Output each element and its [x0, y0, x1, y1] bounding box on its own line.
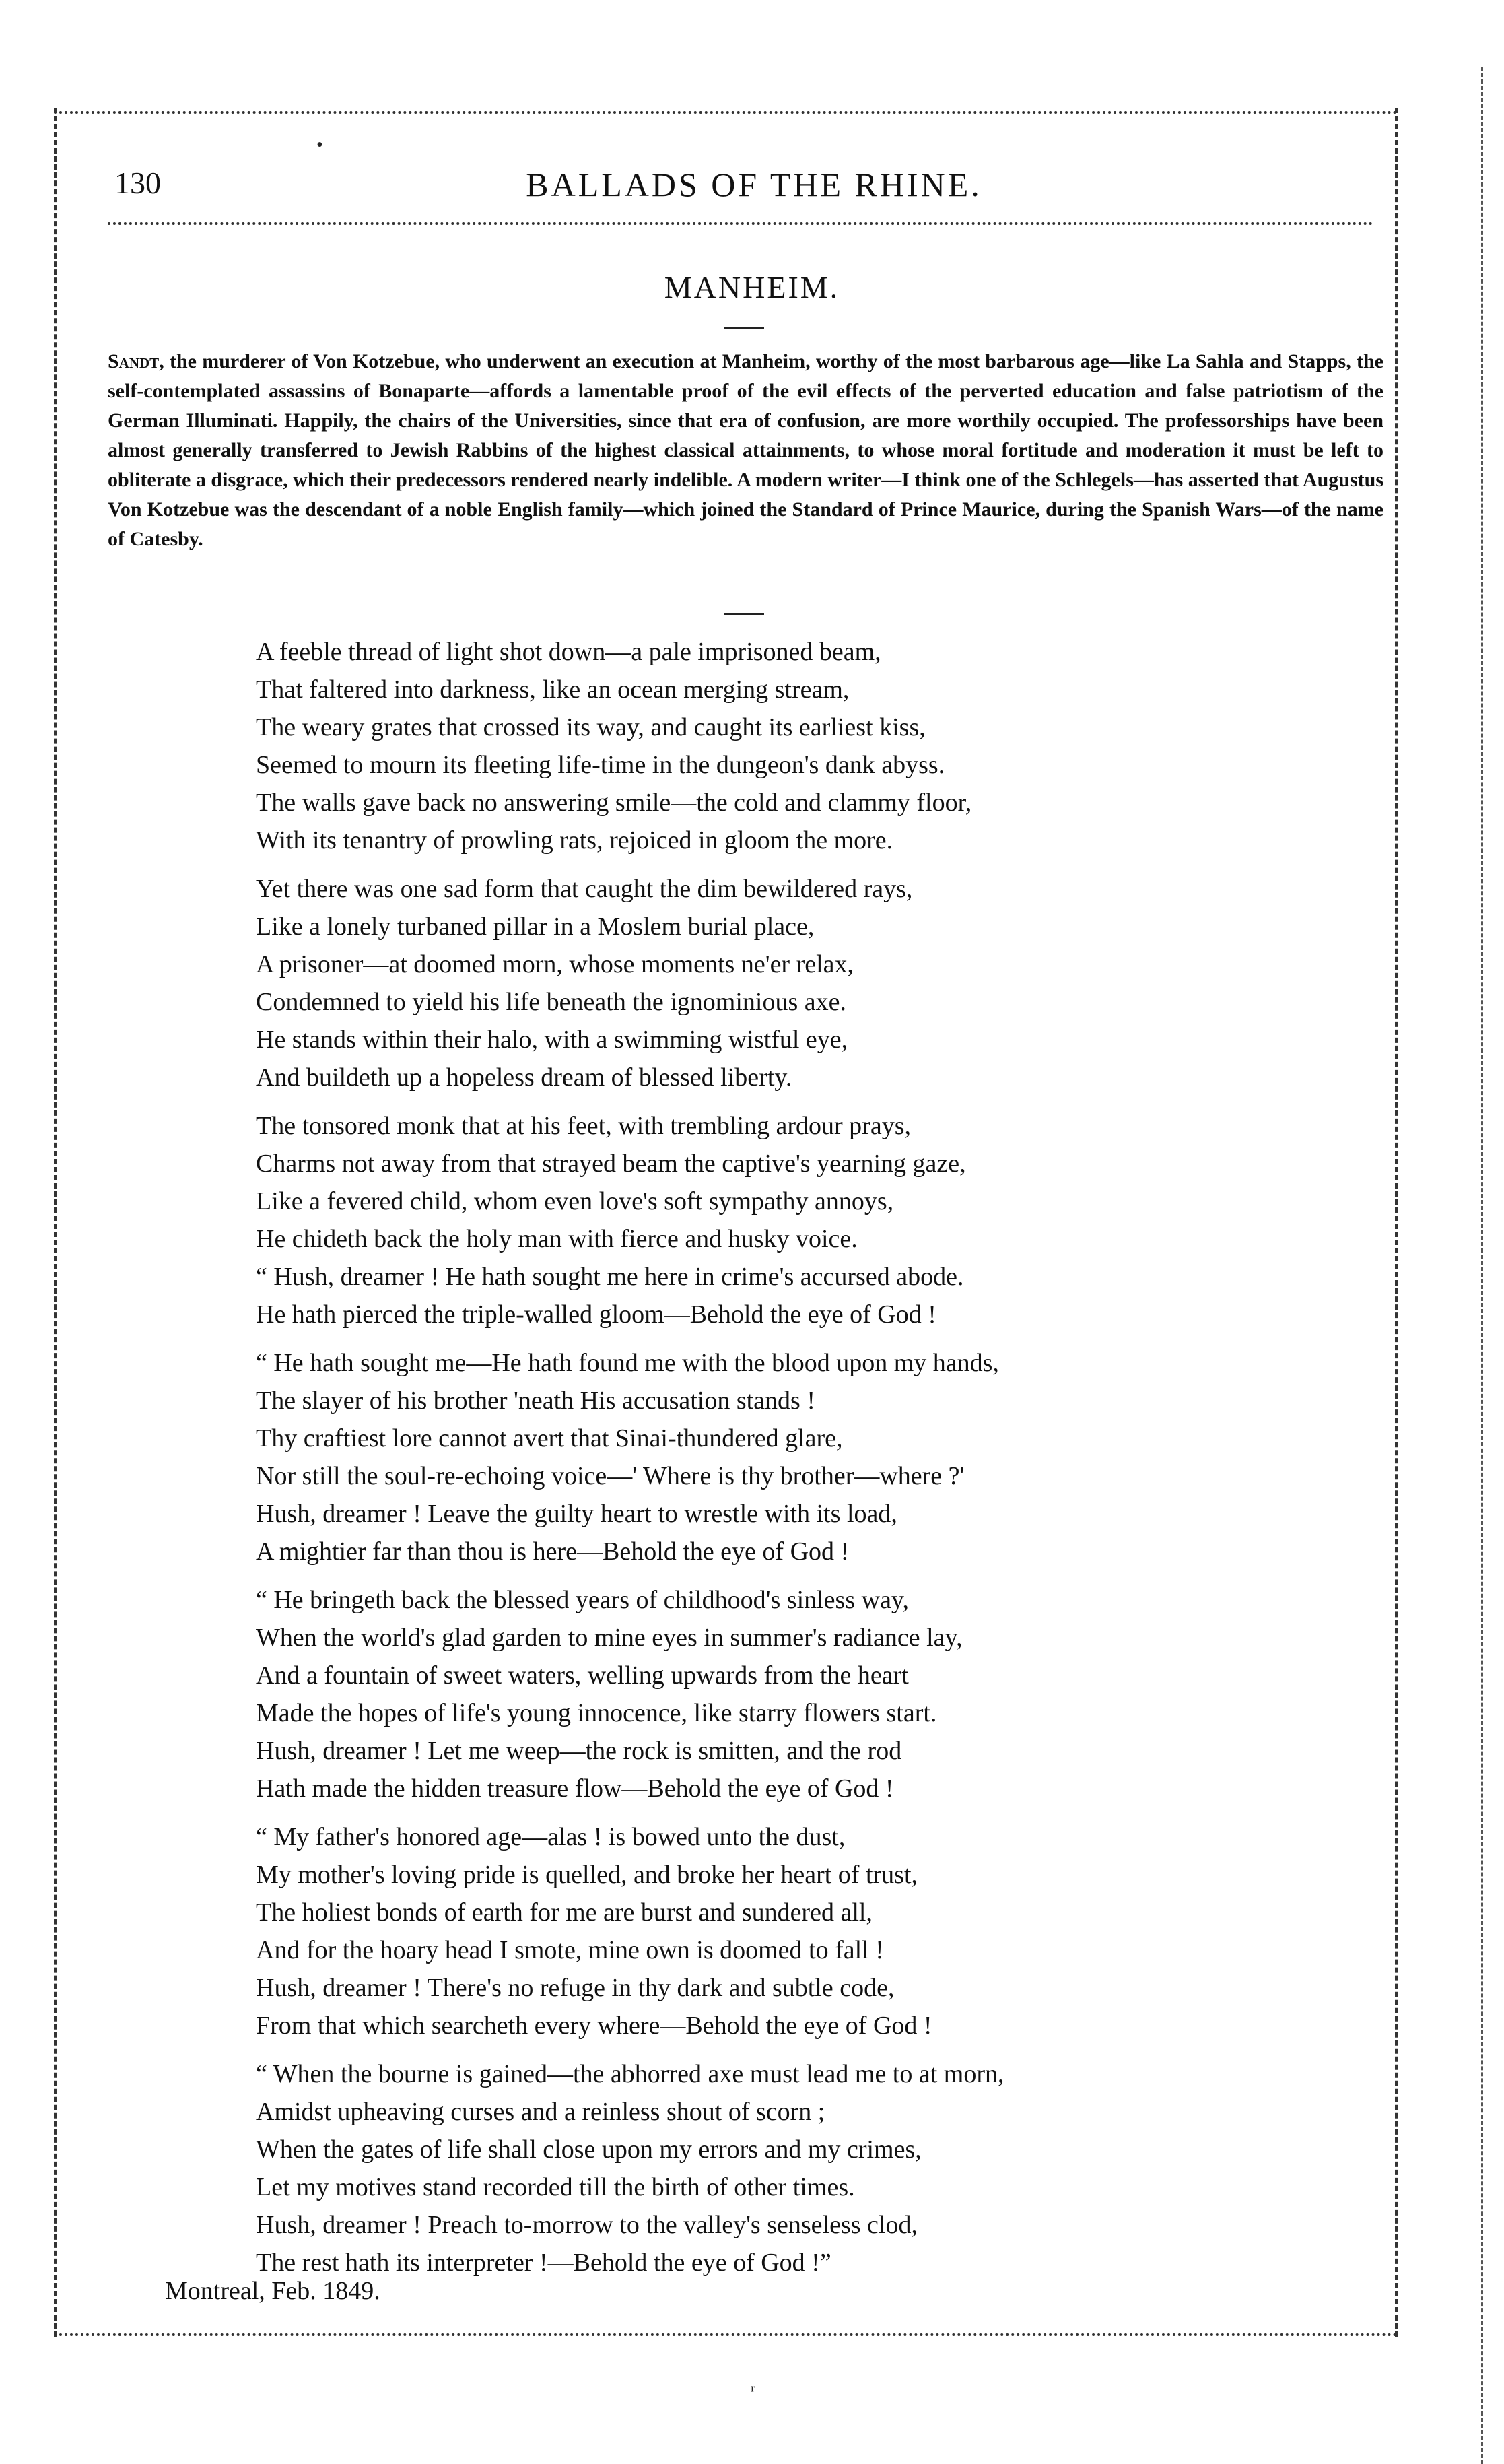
intro-rule [724, 613, 764, 615]
stanza [256, 1581, 1299, 1807]
poem-line: He hath pierced the triple-walled gloom—Behold the eye of God ! [256, 1300, 936, 1329]
ornament-mark: ʳ [751, 2380, 755, 2401]
intro-paragraph [108, 347, 1383, 554]
poem-line: And buildeth up a hopeless dream of blessed liberty. [256, 1063, 792, 1092]
poem-line: “ When the bourne is gained—the abhorred axe must lead me to at morn, [256, 2060, 1004, 2088]
poem-line: My mother's loving pride is quelled, and broke her heart of trust, [256, 1861, 918, 1889]
signoff: Montreal, Feb. 1849. [165, 2277, 380, 2305]
adjacent-page-edge [1481, 67, 1483, 2464]
poem-line: Hush, dreamer ! There's no refuge in thy dark and subtle code, [256, 1974, 895, 2002]
poem-line: With its tenantry of prowling rats, rejoiced in gloom the more. [256, 826, 893, 855]
poem-line: The holiest bonds of earth for me are burst and sundered all, [256, 1898, 873, 1927]
poem-line: Let my motives stand recorded till the birth of other times. [256, 2173, 855, 2201]
poem-line: Like a fevered child, whom even love's soft sympathy annoys, [256, 1187, 894, 1216]
poem-line: Amidst upheaving curses and a reinless shout of scorn ; [256, 2098, 825, 2126]
stanza [256, 633, 1299, 859]
poem-line: And for the hoary head I smote, mine own is doomed to fall ! [256, 1936, 884, 1964]
poem-line: Yet there was one sad form that caught the dim bewildered rays, [256, 875, 913, 903]
poem-line: The rest hath its interpreter !—Behold the eye of God !” [256, 2249, 831, 2277]
stanza [256, 1818, 1299, 2044]
header-rule [108, 222, 1373, 225]
poem-title: MANHEIM. [664, 270, 840, 304]
poem-line: From that which searcheth every where—Behold the eye of God ! [256, 2011, 932, 2040]
poem-line: Thy craftiest lore cannot avert that Sinai-thundered glare, [256, 1424, 843, 1453]
poem-line: Hush, dreamer ! Leave the guilty heart to wrestle with its load, [256, 1500, 897, 1528]
poem-body [256, 633, 1299, 2292]
poem-line: The slayer of his brother 'neath His accusation stands ! [256, 1387, 815, 1415]
poem-line: Hush, dreamer ! Let me weep—the rock is smitten, and the rod [256, 1737, 902, 1765]
poem-line: A prisoner—at doomed morn, whose moments ne'er relax, [256, 950, 854, 978]
stanza [256, 870, 1299, 1096]
stanza [256, 1107, 1299, 1333]
poem-line: “ Hush, dreamer ! He hath sought me here in crime's accursed abode. [256, 1263, 964, 1291]
poem-line: The tonsored monk that at his feet, with trembling ardour prays, [256, 1112, 911, 1140]
running-title: BALLADS OF THE RHINE. [526, 166, 982, 203]
poem-line: “ He bringeth back the blessed years of childhood's sinless way, [256, 1586, 909, 1614]
poem-line: Nor still the soul-re-echoing voice—' Where is thy brother—where ?' [256, 1462, 965, 1490]
poem-line: He stands within their halo, with a swimming wistful eye, [256, 1026, 848, 1054]
poem-line: “ My father's honored age—alas ! is bowed unto the dust, [256, 1823, 846, 1851]
poem-line: Condemned to yield his life beneath the ignominious axe. [256, 988, 846, 1016]
stanza [256, 1344, 1299, 1570]
poem-line: Made the hopes of life's young innocence, like starry flowers start. [256, 1699, 937, 1727]
poem-line: Seemed to mourn its fleeting life-time in the dungeon's dank abyss. [256, 751, 945, 779]
poem-line: “ He hath sought me—He hath found me with the blood upon my hands, [256, 1349, 999, 1377]
poem-line: Hush, dreamer ! Preach to-morrow to the valley's senseless clod, [256, 2211, 918, 2239]
running-header [108, 165, 1400, 219]
ornament-mark: • [316, 135, 323, 156]
poem-line: The weary grates that crossed its way, and caught its earliest kiss, [256, 713, 926, 741]
poem-line: Like a lonely turbaned pillar in a Moslem burial place, [256, 912, 815, 941]
poem-line: When the gates of life shall close upon my errors and my crimes, [256, 2135, 922, 2164]
poem-line: Charms not away from that strayed beam the captive's yearning gaze, [256, 1150, 966, 1178]
title-rule [724, 327, 764, 329]
poem-line: Hath made the hidden treasure flow—Behold the eye of God ! [256, 1774, 894, 1803]
poem-line: A mightier far than thou is here—Behold the eye of God ! [256, 1537, 850, 1566]
poem-line: That faltered into darkness, like an ocean merging stream, [256, 675, 850, 704]
bottom-ornamental-rule [54, 2333, 1398, 2336]
page-number: 130 [114, 166, 161, 200]
stanza [256, 2055, 1299, 2282]
intro-text: , the murderer of Von Kotzebue, who underwent an execution at Manheim, worthy of the most barbarous age—like La Sahla and Stapps, the self-contemplated assassins of Bonaparte—affords a lamentable proof of the evil effects of the perverted education and false patriotism of the German Illuminati. Happily, the chairs of the Universities, since that era of confusion, are more worthily occupied. The professorships have been almost generally transferred to Jewish Rabbins of the highest classical attainments, to whose moral fortitude and moderation it must be left to obliterate a disgrace, which their predecessors rendered nearly indelible. A modern writer—I think one of the Schlegels—has asserted that Augustus Von Kotzebue was the descendant of a noble English family—which joined the Standard of Prince Maurice, during the Spanish Wars—of the name of Catesby. [108, 350, 1383, 550]
top-ornamental-rule [54, 111, 1398, 114]
poem-line: And a fountain of sweet waters, welling upwards from the heart [256, 1661, 909, 1690]
intro-lead-word: Sandt [108, 350, 160, 372]
poem-line: He chideth back the holy man with fierce and husky voice. [256, 1225, 858, 1253]
poem-line: A feeble thread of light shot down—a pale imprisoned beam, [256, 638, 881, 666]
poem-line: The walls gave back no answering smile—the cold and clammy floor, [256, 789, 972, 817]
poem-line: When the world's glad garden to mine eyes in summer's radiance lay, [256, 1624, 963, 1652]
